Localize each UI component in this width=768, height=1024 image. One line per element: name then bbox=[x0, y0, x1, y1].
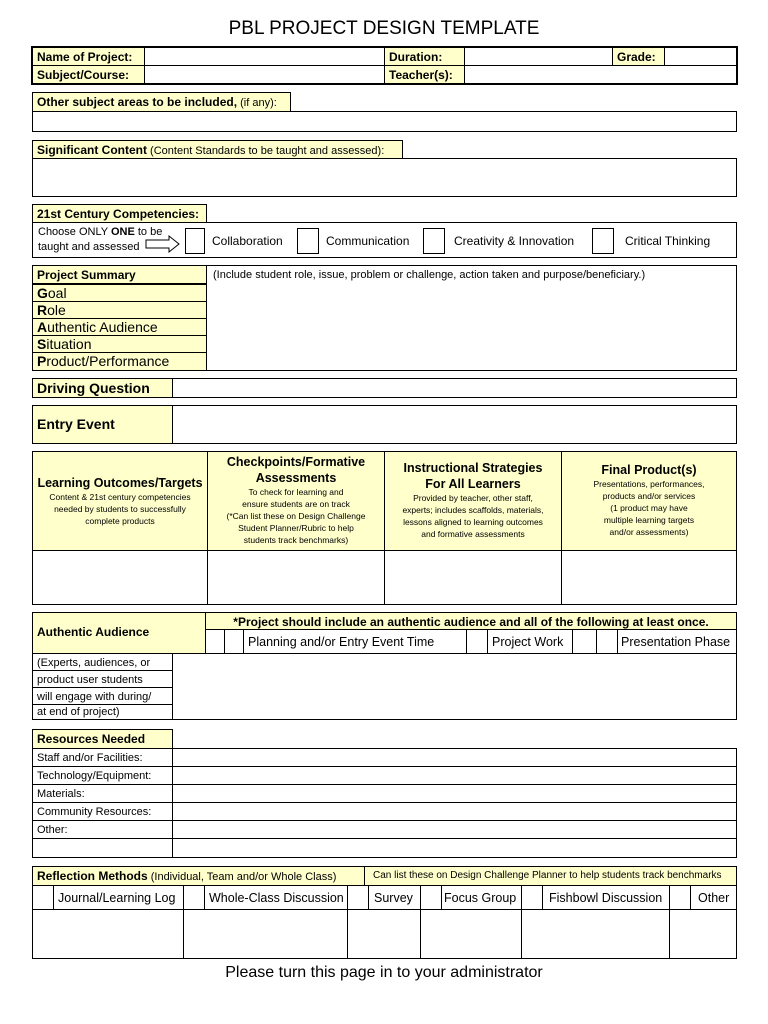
whole-class-field[interactable] bbox=[183, 909, 348, 959]
grasp-letter: G bbox=[37, 285, 48, 301]
method-other: Other bbox=[698, 891, 730, 905]
entry-event-label: Entry Event bbox=[32, 405, 173, 444]
column-heading: Final Product(s) bbox=[601, 463, 697, 477]
significant-content-label bbox=[32, 140, 403, 159]
reflection-note: Can list these on Design Challenge Planner to help students track benchmarks bbox=[364, 866, 737, 886]
grade-field[interactable] bbox=[664, 47, 737, 66]
choose-pre: Choose ONLY bbox=[38, 226, 111, 238]
resource-field[interactable] bbox=[172, 748, 737, 767]
teacher-field[interactable] bbox=[464, 65, 737, 84]
grasp-word: roduct/Performance bbox=[46, 353, 170, 369]
method-survey: Survey bbox=[374, 891, 413, 905]
duration-label: Duration: bbox=[384, 47, 465, 66]
competencies-label: 21st Century Competencies: bbox=[32, 204, 207, 223]
column-subtext: (1 product may have bbox=[610, 503, 688, 513]
column-heading: Checkpoints/Formative bbox=[226, 455, 366, 469]
subject-label: Subject/Course: bbox=[32, 65, 145, 84]
method-focus-group: Focus Group bbox=[444, 891, 517, 905]
collaboration-checkbox[interactable] bbox=[185, 228, 205, 254]
method-fishbowl: Fishbowl Discussion bbox=[549, 891, 663, 905]
choose-bold: ONE bbox=[110, 226, 135, 238]
grasp-letter: P bbox=[37, 353, 47, 369]
teacher-label: Teacher(s): bbox=[384, 65, 465, 84]
competencies-instruction bbox=[38, 225, 162, 240]
final-products-field[interactable] bbox=[561, 550, 737, 605]
presentation-checkbox[interactable] bbox=[596, 629, 618, 654]
driving-question-label: Driving Question bbox=[32, 378, 173, 398]
grasp-word: ole bbox=[47, 302, 66, 318]
fishbowl-checkbox[interactable] bbox=[521, 885, 543, 910]
resources-label: Resources Needed bbox=[32, 729, 173, 749]
communication-checkbox[interactable] bbox=[297, 228, 319, 254]
competencies-instruction-line2: taught and assessed bbox=[38, 241, 140, 253]
page-title: PBL PROJECT DESIGN TEMPLATE bbox=[228, 18, 540, 39]
other-subjects-note: (if any): bbox=[237, 97, 277, 109]
resource-field[interactable] bbox=[172, 766, 737, 785]
other-subjects-title: Other subject areas to be included, bbox=[37, 95, 238, 109]
significant-content-title: Significant Content bbox=[37, 143, 147, 157]
column-subtext: Student Planner/Rubric to help bbox=[238, 523, 354, 533]
column-subtext: Content & 21st century competencies bbox=[49, 492, 191, 502]
grasp-word: oal bbox=[47, 285, 67, 301]
audience-field[interactable] bbox=[172, 653, 737, 720]
focus-group-checkbox[interactable] bbox=[420, 885, 442, 910]
column-subtext: (*Can list these on Design Challenge bbox=[226, 511, 366, 521]
column-subtext: ensure students are on track bbox=[242, 499, 350, 509]
reflection-label-note: (Individual, Team and/or Whole Class) bbox=[147, 871, 337, 883]
column-heading: Learning Outcomes/Targets bbox=[37, 476, 203, 490]
project-summary-note: (Include student role, issue, problem or challenge, action taken and purpose/beneficiary.) bbox=[213, 269, 646, 281]
grade-label: Grade: bbox=[612, 47, 665, 66]
reflection-title: Reflection Methods bbox=[37, 869, 148, 883]
option-collaboration: Collaboration bbox=[212, 234, 283, 248]
grasp-word: uthentic Audience bbox=[47, 319, 158, 335]
audience-note: *Project should include an authentic audience and all of the following at least once. bbox=[205, 612, 737, 630]
survey-checkbox[interactable] bbox=[347, 885, 369, 910]
column-subtext: products and/or services bbox=[602, 491, 696, 501]
column-heading: Instructional Strategies bbox=[403, 461, 543, 475]
survey-field[interactable] bbox=[347, 909, 421, 959]
other-checkbox[interactable] bbox=[669, 885, 691, 910]
learning-outcomes-field[interactable] bbox=[32, 550, 208, 605]
audience-label: Authentic Audience bbox=[32, 612, 206, 654]
critical-thinking-checkbox[interactable] bbox=[592, 228, 614, 254]
duration-field[interactable] bbox=[464, 47, 613, 66]
other-subjects-field[interactable] bbox=[32, 111, 737, 132]
resource-field[interactable] bbox=[172, 820, 737, 839]
significant-content-note: (Content Standards to be taught and assessed): bbox=[147, 145, 385, 157]
option-critical-thinking: Critical Thinking bbox=[625, 234, 711, 248]
focus-group-field[interactable] bbox=[420, 909, 522, 959]
column-heading: Assessments bbox=[255, 471, 337, 485]
resource-item-label: Other: bbox=[32, 820, 173, 839]
significant-content-field[interactable] bbox=[32, 158, 737, 197]
method-journal: Journal/Learning Log bbox=[58, 891, 176, 905]
resource-field[interactable] bbox=[172, 838, 737, 858]
grasp-letter: R bbox=[37, 302, 48, 318]
project-summary-label: Project Summary bbox=[32, 265, 207, 284]
creativity-checkbox[interactable] bbox=[423, 228, 445, 254]
grasp-letter: S bbox=[37, 336, 47, 352]
planning-checkbox[interactable] bbox=[224, 629, 244, 654]
checkpoints-header bbox=[207, 451, 385, 551]
column-subtext: and/or assessments) bbox=[609, 527, 689, 537]
column-subtext: Presentations, performances, bbox=[593, 479, 705, 489]
divider bbox=[572, 629, 573, 654]
resource-item-label: Technology/Equipment: bbox=[32, 766, 173, 785]
phase-project-work: Project Work bbox=[492, 635, 564, 649]
whole-class-checkbox[interactable] bbox=[183, 885, 205, 910]
audience-desc-line: (Experts, audiences, or bbox=[32, 653, 173, 671]
checkpoints-field[interactable] bbox=[207, 550, 385, 605]
instructional-strategies-header bbox=[384, 451, 562, 551]
column-subtext: multiple learning targets bbox=[603, 515, 695, 525]
column-subtext: To check for learning and bbox=[248, 487, 344, 497]
resource-item-label bbox=[32, 838, 173, 858]
entry-event-field[interactable] bbox=[172, 405, 737, 444]
column-subtext: Provided by teacher, other staff, bbox=[413, 493, 533, 503]
arrow-right-icon bbox=[145, 235, 181, 253]
grasp-product bbox=[32, 352, 207, 371]
audience-desc-line: will engage with during/ bbox=[32, 687, 173, 705]
audience-desc-line: at end of project) bbox=[32, 704, 173, 720]
option-communication: Communication bbox=[326, 234, 410, 248]
audience-desc-line: product user students bbox=[32, 670, 173, 688]
learning-outcomes-header bbox=[32, 451, 208, 551]
reflection-label bbox=[32, 866, 365, 886]
footer-note: Please turn this page in to your administrator bbox=[225, 964, 543, 981]
option-creativity: Creativity & Innovation bbox=[454, 234, 575, 248]
grasp-role bbox=[32, 301, 207, 319]
name-field[interactable] bbox=[144, 47, 385, 66]
column-subtext: students track benchmarks) bbox=[243, 535, 349, 545]
grasp-situation bbox=[32, 335, 207, 353]
column-subtext: experts; includes scaffolds, materials, bbox=[402, 505, 544, 515]
fishbowl-field[interactable] bbox=[521, 909, 670, 959]
grasp-word: ituation bbox=[46, 336, 92, 352]
column-subtext: needed by students to successfully bbox=[54, 504, 186, 514]
grasp-audience bbox=[32, 318, 207, 336]
resource-item-label: Materials: bbox=[32, 784, 173, 803]
phase-planning: Planning and/or Entry Event Time bbox=[248, 635, 435, 649]
driving-question-field[interactable] bbox=[172, 378, 737, 398]
column-subtext: complete products bbox=[85, 516, 155, 526]
final-products-header bbox=[561, 451, 737, 551]
resource-field[interactable] bbox=[172, 802, 737, 821]
resource-field[interactable] bbox=[172, 784, 737, 803]
column-heading: For All Learners bbox=[425, 477, 521, 491]
journal-field[interactable] bbox=[32, 909, 184, 959]
instructional-strategies-field[interactable] bbox=[384, 550, 562, 605]
other-subjects-label bbox=[32, 92, 291, 112]
method-whole-class: Whole-Class Discussion bbox=[209, 891, 344, 905]
phase-presentation: Presentation Phase bbox=[621, 635, 731, 649]
choose-post: to be bbox=[134, 226, 163, 238]
grasp-goal bbox=[32, 284, 207, 302]
column-subtext: and formative assessments bbox=[421, 529, 525, 539]
grasp-letter: A bbox=[37, 319, 48, 335]
project-work-checkbox[interactable] bbox=[466, 629, 488, 654]
subject-field[interactable] bbox=[144, 65, 385, 84]
journal-checkbox[interactable] bbox=[32, 885, 54, 910]
name-label: Name of Project: bbox=[32, 47, 145, 66]
resource-item-label: Staff and/or Facilities: bbox=[32, 748, 173, 767]
column-subtext: lessons aligned to learning outcomes bbox=[403, 517, 543, 527]
other-field[interactable] bbox=[669, 909, 737, 959]
resource-item-label: Community Resources: bbox=[32, 802, 173, 821]
